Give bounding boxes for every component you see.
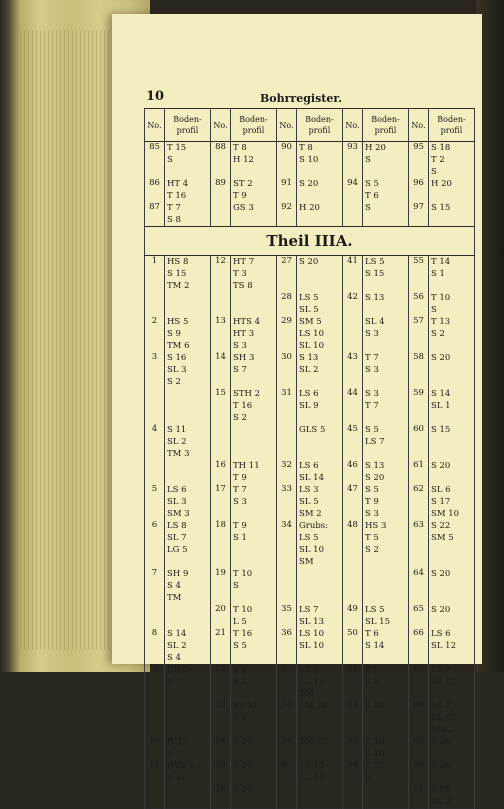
soil-profile: [165, 460, 211, 484]
soil-profile: GLS 5: [297, 424, 343, 460]
soil-profile: T 10 S: [429, 292, 475, 316]
page-title: Bohrregister.: [260, 92, 342, 105]
soil-profile: T 10 S: [231, 568, 277, 604]
soil-profile: T 6 S 14: [363, 628, 409, 664]
soil-profile: S 20: [429, 352, 475, 388]
bore-number: 85: [145, 142, 165, 179]
soil-profile: S 20: [231, 736, 277, 760]
bore-number: 96: [409, 178, 429, 202]
bore-number: [145, 784, 165, 809]
soil-profile: LS 5 SL 5: [297, 292, 343, 316]
section-title: Theil IIIA.: [145, 227, 475, 256]
bore-number: 50: [343, 628, 363, 664]
bore-number: [145, 460, 165, 484]
bore-number: [343, 784, 363, 809]
bore-number: 46: [343, 460, 363, 484]
soil-profile: S 15: [429, 424, 475, 460]
table-row: [145, 256, 475, 293]
bore-number: [145, 388, 165, 424]
table-row: [145, 736, 475, 760]
bore-number: 19: [211, 568, 231, 604]
bore-number: 41: [343, 256, 363, 293]
soil-profile: T 7 S 8: [165, 202, 211, 227]
soil-profile: S 20: [231, 760, 277, 784]
bore-number: 42: [343, 292, 363, 316]
bore-number: 32: [277, 460, 297, 484]
bore-number: 6: [145, 520, 165, 568]
soil-profile: ST 2 T 9: [231, 178, 277, 202]
table-row: [145, 388, 475, 424]
bore-number: 66: [409, 628, 429, 664]
section-row: [145, 227, 475, 256]
bore-number: [211, 292, 231, 316]
bore-number: 39: [277, 736, 297, 760]
soil-profile: S 20: [297, 178, 343, 202]
header-bodenprofil: Boden- profil: [297, 109, 343, 142]
soil-profile: T 16 S 5: [231, 628, 277, 664]
soil-profile: SL 4 S 3: [363, 316, 409, 352]
bore-number: 59: [409, 388, 429, 424]
soil-profile: T 7 S 3: [363, 352, 409, 388]
bore-number: 68: [409, 700, 429, 736]
bore-number: 3: [145, 352, 165, 388]
soil-profile: S: [363, 202, 409, 227]
soil-profile: [165, 388, 211, 424]
bore-number: 87: [145, 202, 165, 227]
soil-profile: S 16 SL 3 S 2: [165, 352, 211, 388]
bore-number: 27: [277, 256, 297, 293]
bore-number: 26: [211, 784, 231, 809]
table-row: [145, 202, 475, 227]
bore-number: 18: [211, 520, 231, 568]
bore-number: 11: [145, 760, 165, 784]
bore-number: 21: [211, 628, 231, 664]
bore-number: 45: [343, 424, 363, 460]
soil-profile: H 20: [429, 178, 475, 202]
soil-profile: [231, 424, 277, 460]
table-row: [145, 568, 475, 604]
soil-profile: S 20: [231, 784, 277, 809]
bore-number: 91: [277, 178, 297, 202]
soil-profile: HTS 4 HT 3 S 3: [231, 316, 277, 352]
bore-number: [343, 568, 363, 604]
bore-number: [343, 316, 363, 352]
header-no: No.: [277, 109, 297, 142]
bore-number: 69: [409, 736, 429, 760]
bore-number: 52: [343, 700, 363, 736]
soil-profile: HS 3 S 7: [165, 664, 211, 700]
soil-profile: S 5 T 9 S 3: [363, 484, 409, 520]
table-row: [145, 424, 475, 460]
bore-number: 25: [211, 760, 231, 784]
table-row: [145, 760, 475, 784]
table-row: [145, 484, 475, 520]
bore-number: 17: [211, 484, 231, 520]
soil-profile: HS 3 T 5 S 2: [363, 520, 409, 568]
header-no: No.: [145, 109, 165, 142]
bore-number: 90: [277, 142, 297, 179]
bore-number: 24: [211, 736, 231, 760]
soil-profile: S 13 SL 2: [297, 352, 343, 388]
soil-profile: SH 9 S 4 TM: [165, 568, 211, 604]
soil-profile: [363, 784, 409, 809]
header-bodenprofil: Boden- profil: [429, 109, 475, 142]
soil-profile: [165, 784, 211, 809]
bore-number: 22: [211, 664, 231, 700]
soil-profile: HS 8 S 15 TM 2: [165, 256, 211, 293]
soil-profile: STH 2 T 16 S 2: [231, 388, 277, 424]
bore-number: 14: [211, 352, 231, 388]
soil-profile: S 14 SL 2 S 4: [165, 628, 211, 664]
bore-number: 94: [343, 178, 363, 202]
soil-profile: S 5 T 6: [363, 178, 409, 202]
bore-number: [211, 202, 231, 227]
soil-profile: S 20: [429, 760, 475, 784]
soil-profile: [363, 568, 409, 604]
bore-number: 8: [145, 628, 165, 664]
part1-body: [145, 142, 475, 227]
bore-number: [145, 604, 165, 628]
bore-number: 31: [277, 388, 297, 424]
soil-profile: T 8 S 2: [363, 664, 409, 700]
bore-number: 61: [409, 460, 429, 484]
soil-profile: TH 11 T 9: [231, 460, 277, 484]
bore-number: [277, 784, 297, 809]
soil-profile: T 8 S 10: [297, 142, 343, 179]
header-bodenprofil: Boden- profil: [363, 109, 409, 142]
soil-profile: T 13 S 2: [429, 316, 475, 352]
soil-profile: S 13 S 20: [363, 460, 409, 484]
drilling-register-table: [144, 108, 475, 809]
soil-profile: [297, 568, 343, 604]
soil-profile: T 10 S 10: [363, 736, 409, 760]
soil-profile: [165, 700, 211, 736]
soil-profile: T 7 S 3: [231, 484, 277, 520]
bore-number: 38: [277, 700, 297, 736]
soil-profile: S 3 T 7: [363, 388, 409, 424]
soil-profile: H 20: [297, 202, 343, 227]
table-row: [145, 460, 475, 484]
book-page: [112, 14, 482, 807]
bore-number: [343, 202, 363, 227]
header-no: No.: [343, 109, 363, 142]
bore-number: 93: [343, 142, 363, 179]
bore-number: 44: [343, 388, 363, 424]
bore-number: 7: [145, 568, 165, 604]
soil-profile: LS 6 SL 12: [429, 628, 475, 664]
table-row: [145, 700, 475, 736]
soil-profile: LS 7 SL 12: [429, 664, 475, 700]
soil-profile: LS 6 SL 14: [297, 460, 343, 484]
bore-number: 55: [409, 256, 429, 293]
bore-number: 49: [343, 604, 363, 628]
bore-number: 34: [277, 520, 297, 568]
table-row: [145, 292, 475, 316]
bore-number: 5: [145, 484, 165, 520]
soil-profile: HT 4 T 16: [165, 178, 211, 202]
soil-profile: T 8 H 12: [231, 142, 277, 179]
soil-profile: T 9 S 1: [231, 520, 277, 568]
bore-number: 63: [409, 520, 429, 568]
soil-profile: LS 6 SL 3 SM 3: [165, 484, 211, 520]
soil-profile: T 8 S 2: [231, 664, 277, 700]
bore-number: 48: [343, 520, 363, 568]
bore-number: 2: [145, 316, 165, 352]
bore-number: 57: [409, 316, 429, 352]
header-bodenprofil: Boden- profil: [231, 109, 277, 142]
soil-profile: H 13 S 7: [165, 736, 211, 760]
soil-profile: T 15 S: [363, 760, 409, 784]
soil-profile: LS 7 SL 13: [297, 604, 343, 628]
part2-body: [145, 256, 475, 809]
table-row: [145, 352, 475, 388]
soil-profile: S 20: [363, 700, 409, 736]
soil-profile: [297, 784, 343, 809]
bore-number: 33: [277, 484, 297, 520]
bore-number: 97: [409, 202, 429, 227]
soil-profile: SM 20: [297, 736, 343, 760]
bore-number: 58: [409, 352, 429, 388]
bore-number: 89: [211, 178, 231, 202]
bore-number: 4: [145, 424, 165, 460]
soil-profile: S 11 SL 2 TM 3: [165, 424, 211, 460]
soil-profile: S 22 SM 5: [429, 520, 475, 568]
soil-profile: S 20: [429, 736, 475, 760]
bore-number: 12: [211, 256, 231, 293]
soil-profile: S 20: [429, 568, 475, 604]
bore-number: 30: [277, 352, 297, 388]
soil-profile: [165, 604, 211, 628]
soil-profile: LS 10 SL 10: [297, 628, 343, 664]
bore-number: 40: [277, 760, 297, 784]
bore-number: 86: [145, 178, 165, 202]
bore-number: 88: [211, 142, 231, 179]
soil-profile: S 15: [429, 202, 475, 227]
header-no: No.: [409, 109, 429, 142]
bore-number: 28: [277, 292, 297, 316]
table-row: [145, 664, 475, 700]
bore-number: 62: [409, 484, 429, 520]
soil-profile: S 18 T 2 S: [429, 142, 475, 179]
bore-number: [277, 568, 297, 604]
bore-number: 60: [409, 424, 429, 460]
bore-number: 15: [211, 388, 231, 424]
bore-number: 53: [343, 736, 363, 760]
soil-profile: S 14 SL 1: [429, 388, 475, 424]
header-no: No.: [211, 109, 231, 142]
soil-profile: T 14 S 1: [429, 256, 475, 293]
soil-profile: Grubs: LS 5 SL 10 SM: [297, 520, 343, 568]
soil-profile: T 10 L 5: [231, 604, 277, 628]
bore-number: 67: [409, 664, 429, 700]
bore-number: 9: [145, 664, 165, 700]
soil-profile: SM 20: [297, 700, 343, 736]
bore-number: 13: [211, 316, 231, 352]
bore-number: 36: [277, 628, 297, 664]
soil-profile: [231, 292, 277, 316]
bore-number: 47: [343, 484, 363, 520]
bore-number: [211, 424, 231, 460]
bore-number: 20: [211, 604, 231, 628]
bore-number: 51: [343, 664, 363, 700]
bore-number: 23: [211, 700, 231, 736]
soil-profile: S 18 SL 2: [429, 784, 475, 809]
soil-profile: GS 3: [231, 202, 277, 227]
bore-number: 16: [211, 460, 231, 484]
soil-profile: HT 7 T 3 TS 8: [231, 256, 277, 293]
soil-profile: S 20: [297, 256, 343, 293]
bore-number: 43: [343, 352, 363, 388]
soil-profile: SH 3 S 7: [231, 352, 277, 388]
soil-profile: SM 5 LS 10 SL 10: [297, 316, 343, 352]
bore-number: 71: [409, 784, 429, 809]
soil-profile: S 20: [429, 460, 475, 484]
soil-profile: LS 3 SL 15 SM 2: [429, 700, 475, 736]
bore-number: 1: [145, 256, 165, 293]
page-number: 10: [146, 89, 165, 104]
table-row: [145, 628, 475, 664]
soil-profile: ST 11 S 4: [231, 700, 277, 736]
bore-number: 92: [277, 202, 297, 227]
soil-profile: LS 5 SL 15 SM: [297, 664, 343, 700]
bore-number: 95: [409, 142, 429, 179]
bore-number: 64: [409, 568, 429, 604]
bore-number: 70: [409, 760, 429, 784]
soil-profile: SL 6 S 17 SM 10: [429, 484, 475, 520]
bore-number: [145, 700, 165, 736]
bore-number: 65: [409, 604, 429, 628]
table-header-row: [145, 109, 475, 142]
header-bodenprofil: Boden- profil: [165, 109, 211, 142]
bore-number: 37: [277, 664, 297, 700]
table-row: [145, 784, 475, 809]
soil-profile: T 15 S: [165, 142, 211, 179]
soil-profile: LS 10 SL 10: [297, 760, 343, 784]
table-row: [145, 520, 475, 568]
table-row: [145, 178, 475, 202]
soil-profile: LS 5 SL 15: [363, 604, 409, 628]
table-row: [145, 142, 475, 179]
soil-profile: [165, 292, 211, 316]
soil-profile: S 5 LS 7: [363, 424, 409, 460]
soil-profile: LS 8 SL 7 LG 5: [165, 520, 211, 568]
soil-profile: LS 5 S 15: [363, 256, 409, 293]
bore-number: [145, 292, 165, 316]
table-row: [145, 316, 475, 352]
soil-profile: LS 3 SL 5 SM 2: [297, 484, 343, 520]
table-row: [145, 604, 475, 628]
bore-number: 29: [277, 316, 297, 352]
soil-profile: H 20 S: [363, 142, 409, 179]
soil-profile: S 13: [363, 292, 409, 316]
bore-number: [277, 424, 297, 460]
bore-number: 54: [343, 760, 363, 784]
soil-profile: S 20: [429, 604, 475, 628]
bore-number: 10: [145, 736, 165, 760]
bore-number: 35: [277, 604, 297, 628]
soil-profile: HS 5 S 9 TM 6: [165, 316, 211, 352]
soil-profile: HTS 6 S 4: [165, 760, 211, 784]
bore-number: 56: [409, 292, 429, 316]
soil-profile: LS 6 SL 9: [297, 388, 343, 424]
